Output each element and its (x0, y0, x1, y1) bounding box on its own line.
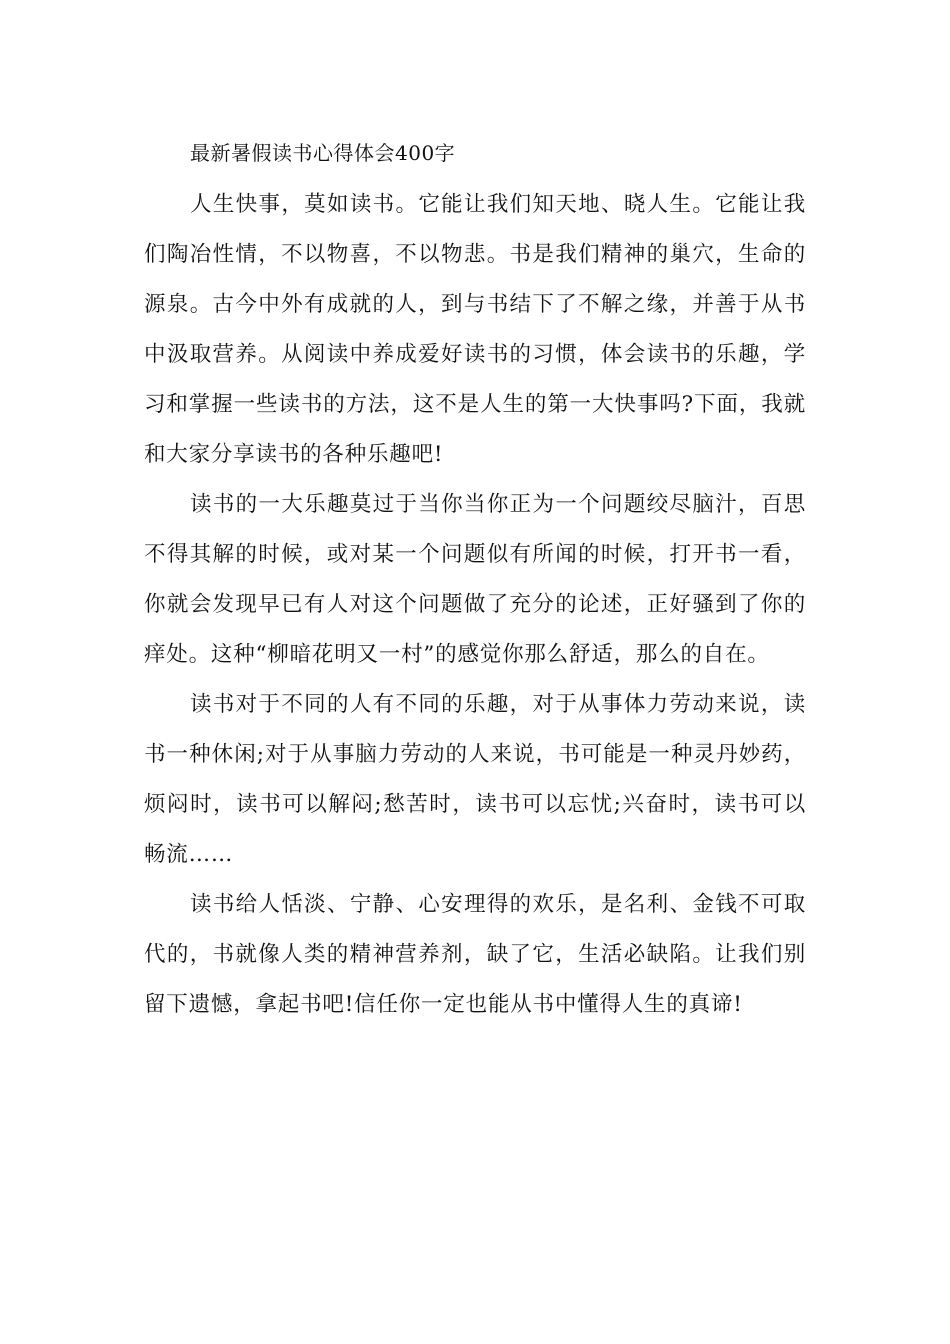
document-body (144, 130, 806, 1030)
paragraph-4: 读书给人恬淡、宁静、心安理得的欢乐，是名利、金钱不可取代的，书就像人类的精神营养剂，缺了它，生活必缺陷。让我们别留下遗憾，拿起书吧!信任你一定也能从书中懂得人生的真谛! (144, 892, 806, 1017)
paragraph-1: 人生快事，莫如读书。它能让我们知天地、晓人生。它能让我们陶冶性情，不以物喜，不以物悲。书是我们精神的巢穴，生命的源泉。古今中外有成就的人，到与书结下了不解之缘，并善于从书中汲取营养。从阅读中养成爱好读书的习惯，体会读书的乐趣，学习和掌握一些读书的方法，这不是人生的第一大快事吗?下面，我就和大家分享读书的各种乐趣吧! (144, 192, 806, 467)
paragraph-3: 读书对于不同的人有不同的乐趣，对于从事体力劳动来说，读书一种休闲;对于从事脑力劳动的人来说，书可能是一种灵丹妙药，烦闷时，读书可以解闷;愁苦时，读书可以忘忧;兴奋时，读书可以畅流…… (144, 692, 806, 867)
document-title: 最新暑假读书心得体会400字 (190, 141, 456, 165)
paragraph-2: 读书的一大乐趣莫过于当你当你正为一个问题绞尽脑汁，百思不得其解的时候，或对某一个问题似有所闻的时候，打开书一看，你就会发现早已有人对这个问题做了充分的论述，正好骚到了你的痒处。这种“柳暗花明又一村”的感觉你那么舒适，那么的自在。 (144, 492, 806, 667)
